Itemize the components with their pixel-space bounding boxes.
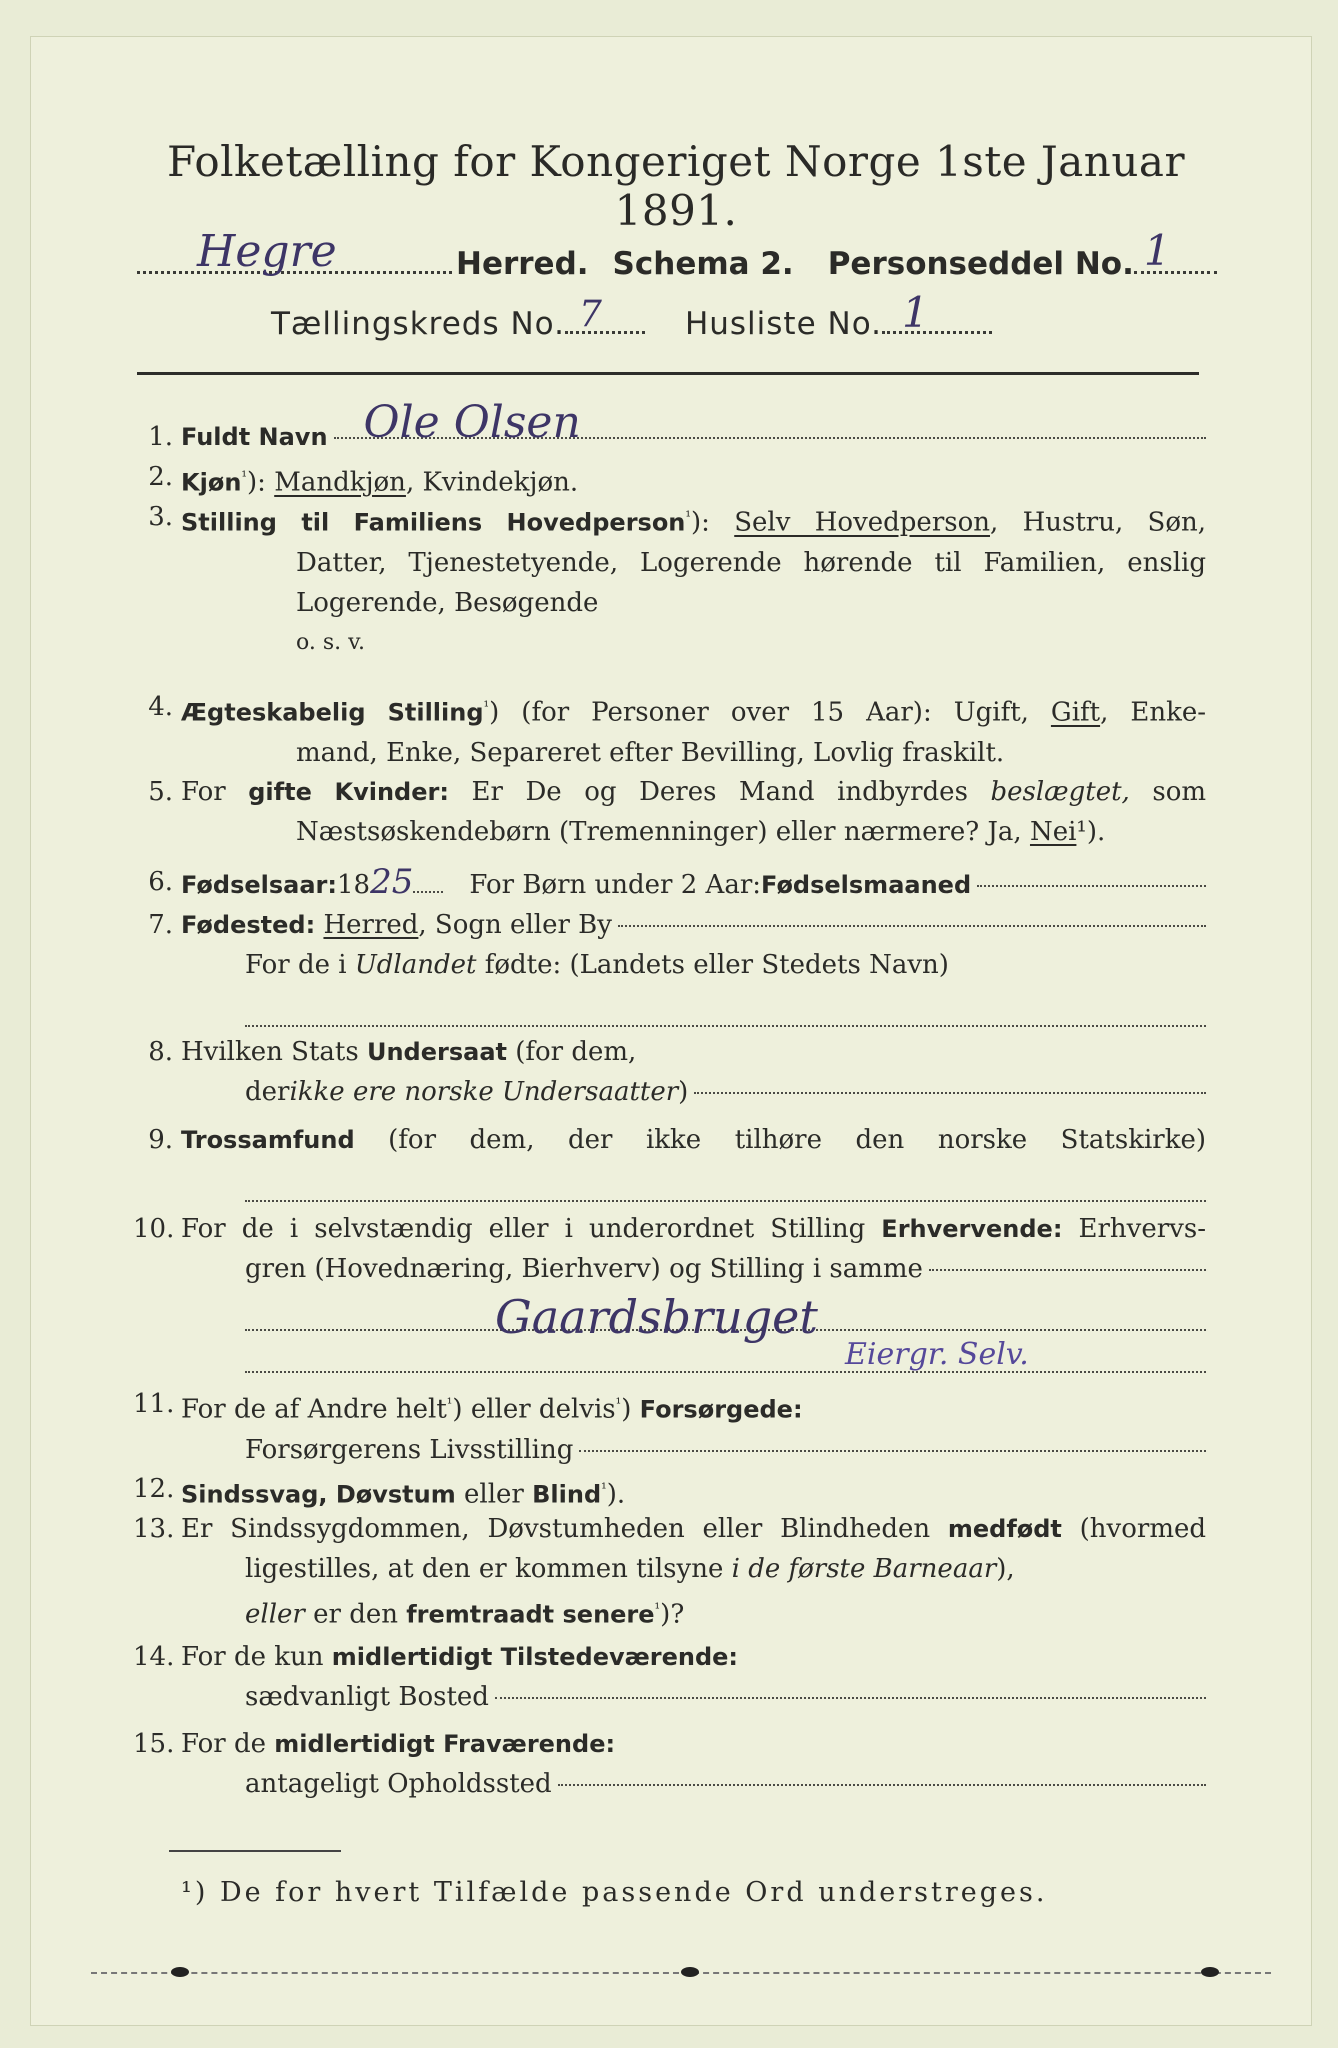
occupation-note: Eiergr. Selv. bbox=[845, 1337, 1029, 1372]
tellingskreds-field bbox=[565, 293, 645, 334]
item-label: fremtraadt senere bbox=[406, 1600, 655, 1629]
item-text: Datter, Tjenestetyende, Logerende hørende til Familien, enslig bbox=[296, 547, 1206, 578]
item-number: 4. bbox=[148, 692, 173, 722]
occupation-value: Gaardsbruget bbox=[495, 1290, 818, 1344]
item-text: o. s. v. bbox=[296, 629, 365, 655]
item-number: 10. bbox=[133, 1214, 175, 1244]
item-text: fødte: (Landets eller Stedets Navn) bbox=[476, 950, 949, 980]
item-text: (for dem, der ikke tilhøre den norske Statskirke) bbox=[354, 1125, 1206, 1155]
name-value: Ole Olsen bbox=[363, 397, 581, 448]
item-text: , Enke- bbox=[1100, 697, 1206, 728]
item-text: ): bbox=[691, 507, 710, 538]
item-label: gifte Kvinder: bbox=[248, 778, 449, 806]
item-text: i de første Barneaar bbox=[731, 1554, 997, 1584]
item-text: eller bbox=[245, 1599, 305, 1630]
census-form bbox=[30, 36, 1312, 2026]
item-15 bbox=[133, 1724, 1206, 1804]
item-number: 5. bbox=[148, 777, 173, 807]
ink-mark bbox=[1201, 1967, 1219, 1977]
item-label: Fødselsmaaned bbox=[761, 871, 972, 899]
item-label: Kjøn bbox=[181, 468, 242, 497]
item-number: 7. bbox=[148, 910, 173, 940]
footnote-divider bbox=[169, 1850, 341, 1852]
personseddel-value: 1 bbox=[1143, 226, 1171, 275]
item-number: 3. bbox=[148, 502, 173, 532]
item-14 bbox=[133, 1637, 1206, 1717]
footnote-mark: ¹ bbox=[483, 699, 490, 715]
item-label: medfødt bbox=[947, 1515, 1062, 1543]
item-text: (hvormed bbox=[1061, 1514, 1207, 1544]
item-text: For de i selvstændig eller i underordnet Stilling bbox=[181, 1214, 882, 1244]
item-number: 12. bbox=[133, 1474, 175, 1504]
item-number: 14. bbox=[133, 1642, 175, 1672]
item-label: Trossamfund bbox=[181, 1126, 355, 1154]
footnote-mark: ¹ bbox=[615, 1396, 622, 1412]
item-number: 11. bbox=[133, 1389, 175, 1419]
herred-line bbox=[137, 226, 1217, 282]
item-1 bbox=[148, 397, 1206, 457]
item-text: er den bbox=[304, 1599, 407, 1630]
item-6 bbox=[148, 862, 1206, 905]
item-text: antageligt Opholdssted bbox=[245, 1769, 552, 1799]
item-text: ): bbox=[247, 467, 266, 498]
item-text: som bbox=[1129, 777, 1206, 807]
item-label: Undersaat bbox=[366, 1038, 507, 1066]
item-text: For de i bbox=[245, 950, 355, 980]
item-text: Erhvervs- bbox=[1062, 1214, 1206, 1244]
item-text: (for dem, bbox=[506, 1037, 637, 1067]
item-text: eller bbox=[455, 1479, 533, 1510]
item-2 bbox=[148, 457, 1206, 503]
item-text: Er Sindssygdommen, Døvstumheden eller Blindheden bbox=[181, 1514, 948, 1544]
item-number: 9. bbox=[148, 1125, 173, 1155]
item-label: Fødested: bbox=[181, 911, 316, 939]
item-8 bbox=[148, 1032, 1206, 1112]
item-label: Erhvervende: bbox=[881, 1215, 1063, 1243]
item-9 bbox=[148, 1120, 1206, 1202]
personseddel-label: Personseddel No. bbox=[827, 246, 1134, 282]
item-text: sædvanligt Bosted bbox=[245, 1682, 489, 1712]
footnote-mark: ¹ bbox=[685, 509, 692, 525]
item-text: Næstsøskendebørn (Tremenninger) eller nærmere? Ja, bbox=[296, 817, 1030, 847]
item-label: Sindssvag, Døvstum bbox=[181, 1480, 456, 1509]
item-text: Forsørgerens Livsstilling bbox=[245, 1434, 574, 1465]
item-text: , Hustru, Søn, bbox=[990, 507, 1206, 538]
husliste-field bbox=[882, 288, 992, 337]
item-4 bbox=[148, 687, 1206, 773]
item-label: midlertidigt Tilstedeværende: bbox=[331, 1643, 739, 1671]
footnote-mark: ¹ bbox=[654, 1601, 661, 1617]
item-text: 18 bbox=[337, 870, 371, 900]
item-text: ¹). bbox=[1076, 817, 1106, 847]
name-field bbox=[334, 397, 1206, 448]
item-11 bbox=[133, 1384, 1206, 1470]
tellingskreds-line bbox=[271, 288, 1081, 342]
item-text: , Kvindekjøn. bbox=[405, 467, 579, 498]
item-5 bbox=[148, 772, 1206, 852]
item-text: ikke ere norske Undersaatter bbox=[289, 1077, 679, 1107]
item-text: Hvilken Stats bbox=[181, 1037, 367, 1067]
item-number: 13. bbox=[133, 1514, 175, 1544]
footnote-mark: ¹ bbox=[446, 1396, 453, 1412]
birth-year-value: 25 bbox=[370, 862, 414, 902]
item-text: gren (Hovednæring, Bierhverv) og Stilling i samme bbox=[245, 1254, 923, 1284]
personseddel-field bbox=[1134, 226, 1217, 275]
selected-option: Herred bbox=[323, 910, 419, 940]
selected-option: Selv Hovedperson bbox=[734, 507, 990, 538]
item-3 bbox=[148, 497, 1206, 663]
item-text: beslægtet, bbox=[990, 777, 1130, 807]
item-label: Ægteskabelig Stilling bbox=[181, 698, 484, 727]
item-text: ) eller delvis bbox=[452, 1394, 616, 1425]
item-text: For bbox=[181, 777, 249, 807]
item-text: ) bbox=[678, 1077, 689, 1107]
item-text: der bbox=[245, 1077, 290, 1107]
item-label: midlertidigt Fraværende: bbox=[274, 1730, 616, 1758]
item-label: Stilling til Familiens Hovedperson bbox=[181, 508, 686, 537]
herred-label: Herred. bbox=[456, 246, 589, 282]
item-text: Udlandet bbox=[354, 950, 477, 980]
item-text: ), bbox=[996, 1554, 1015, 1584]
tellingskreds-label: Tællingskreds No. bbox=[271, 306, 565, 342]
item-text: For de kun bbox=[181, 1642, 332, 1672]
item-number: 8. bbox=[148, 1037, 173, 1067]
item-text: Er De og Deres Mand indbyrdes bbox=[448, 777, 991, 807]
footnote-mark: ¹ bbox=[601, 1481, 607, 1497]
item-text: ). bbox=[606, 1479, 626, 1510]
item-7 bbox=[148, 905, 1206, 1027]
item-label: Fuldt Navn bbox=[181, 423, 328, 451]
item-label: Fødselsaar: bbox=[181, 871, 337, 899]
footnote-mark: ¹ bbox=[241, 469, 248, 485]
item-text: )? bbox=[660, 1599, 685, 1630]
item-number: 2. bbox=[148, 462, 173, 492]
item-label: Blind bbox=[532, 1480, 602, 1509]
herred-value: Hegre bbox=[197, 226, 337, 277]
item-number: 1. bbox=[148, 422, 173, 452]
herred-field bbox=[137, 226, 452, 277]
form-title: Folketælling for Kongeriget Norge 1ste Januar 1891. bbox=[166, 137, 1186, 235]
item-10 bbox=[133, 1209, 1206, 1373]
husliste-value: 1 bbox=[901, 288, 930, 337]
item-text: Logerende, Besøgende bbox=[296, 587, 599, 618]
husliste-label: Husliste No. bbox=[684, 306, 882, 342]
ink-mark bbox=[681, 1967, 699, 1977]
item-number: 15. bbox=[133, 1729, 175, 1759]
item-number: 6. bbox=[148, 867, 173, 897]
schema-label: Schema 2. bbox=[612, 246, 794, 282]
selected-option: Gift bbox=[1050, 697, 1101, 728]
item-label: Forsørgede: bbox=[639, 1395, 803, 1424]
item-text: ) bbox=[621, 1394, 640, 1425]
item-text: For Børn under 2 Aar: bbox=[469, 870, 762, 900]
header-rule bbox=[137, 372, 1199, 375]
selected-option: Mandkjøn bbox=[274, 467, 406, 498]
tellingskreds-value: 7 bbox=[578, 294, 603, 335]
item-text: ) (for Personer over 15 Aar): Ugift, bbox=[489, 697, 1051, 728]
item-text: ligestilles, at den er kommen tilsyne bbox=[245, 1554, 732, 1584]
item-text: , Sogn eller By bbox=[418, 910, 612, 940]
ink-mark bbox=[171, 1967, 189, 1977]
selected-option: Nei bbox=[1029, 817, 1077, 847]
item-text: For de bbox=[181, 1729, 275, 1759]
item-12 bbox=[133, 1469, 1206, 1515]
footnote: ¹) De for hvert Tilfælde passende Ord understreges. bbox=[181, 1877, 1048, 1908]
item-13 bbox=[133, 1509, 1207, 1635]
item-text: mand, Enke, Separeret efter Bevilling, Lovlig fraskilt. bbox=[296, 737, 1005, 768]
item-text: For de af Andre helt bbox=[181, 1394, 447, 1425]
